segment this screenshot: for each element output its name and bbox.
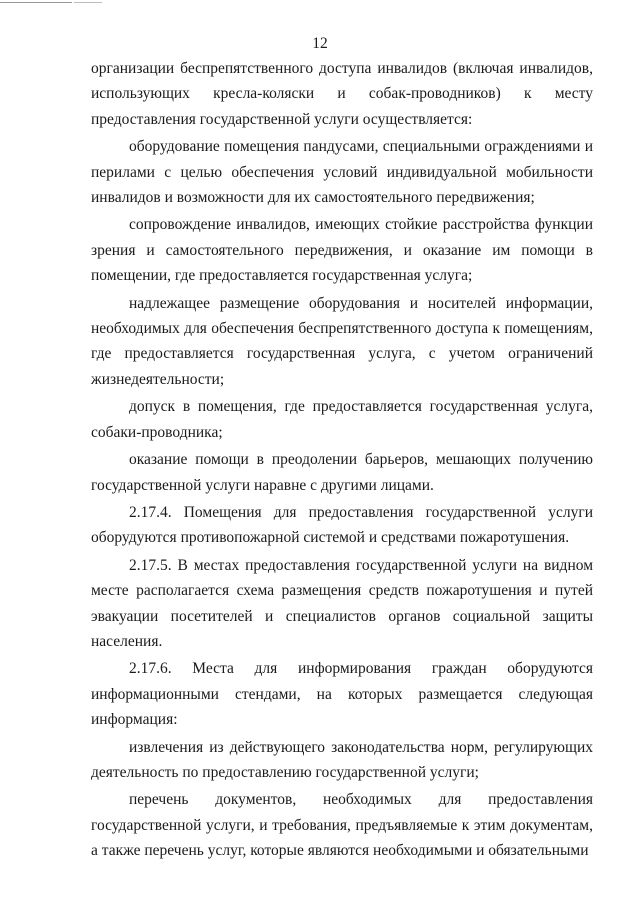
document-body [91, 56, 593, 864]
paragraph-2-17-5: 2.17.5. В местах предоставления государственной услуги на видном месте располагается схема размещения средств пожаротушения и путей эвакуации посетителей и специалистов органов социальной защиты населения. [91, 556, 593, 650]
paragraph-equipment-placement: надлежащее размещение оборудования и носителей информации, необходимых для обеспечения беспрепятственного доступа к помещениям, где предоставляется государственная услуга, с учетом ограничений жизнедеятельности; [91, 294, 593, 388]
top-edge-line-short [74, 2, 102, 3]
paragraph-continuation: организации беспрепятственного доступа инвалидов (включая инвалидов, использующих кресла-коляски и собак-проводников) к месту предоставления государственной услуги осуществляется: [91, 60, 593, 128]
page-number: 12 [312, 35, 328, 52]
paragraph-2-17-6: 2.17.6. Места для информирования граждан оборудуются информационными стендами, на которых размещается следующая информация: [91, 660, 593, 729]
top-edge-line [0, 2, 72, 3]
paragraph-barriers: оказание помощи в преодолении барьеров, мешающих получению государственной услуги наравне с другими лицами. [91, 451, 593, 494]
paragraph-guide-dog: допуск в помещения, где предоставляется государственная услуга, собаки-проводника; [91, 398, 593, 441]
paragraph-documents-list: перечень документов, необходимых для предоставления государственной услуги, и требования, предъявляемые к этим документам, а также перечень услуг, которые являются необходимыми и обязательными [91, 791, 593, 860]
paragraph-2-17-4: 2.17.4. Помещения для предоставления государственной услуги оборудуются противопожарной системой и средствами пожаротушения. [91, 503, 593, 547]
paragraph-legislation-excerpts: извлечения из действующего законодательства норм, регулирующих деятельность по предоставлению государственной услуги; [91, 738, 593, 781]
paragraph-ramps: оборудование помещения пандусами, специальными ограждениями и перилами с целью обеспечения условий индивидуальной мобильности инвалидов и возможности для их самостоятельного передвижения; [91, 138, 593, 207]
paragraph-escort: сопровождение инвалидов, имеющих стойкие расстройства функции зрения и самостоятельного передвижения, и оказание им помощи в помещении, где предоставляется государственная услуга; [91, 216, 593, 285]
